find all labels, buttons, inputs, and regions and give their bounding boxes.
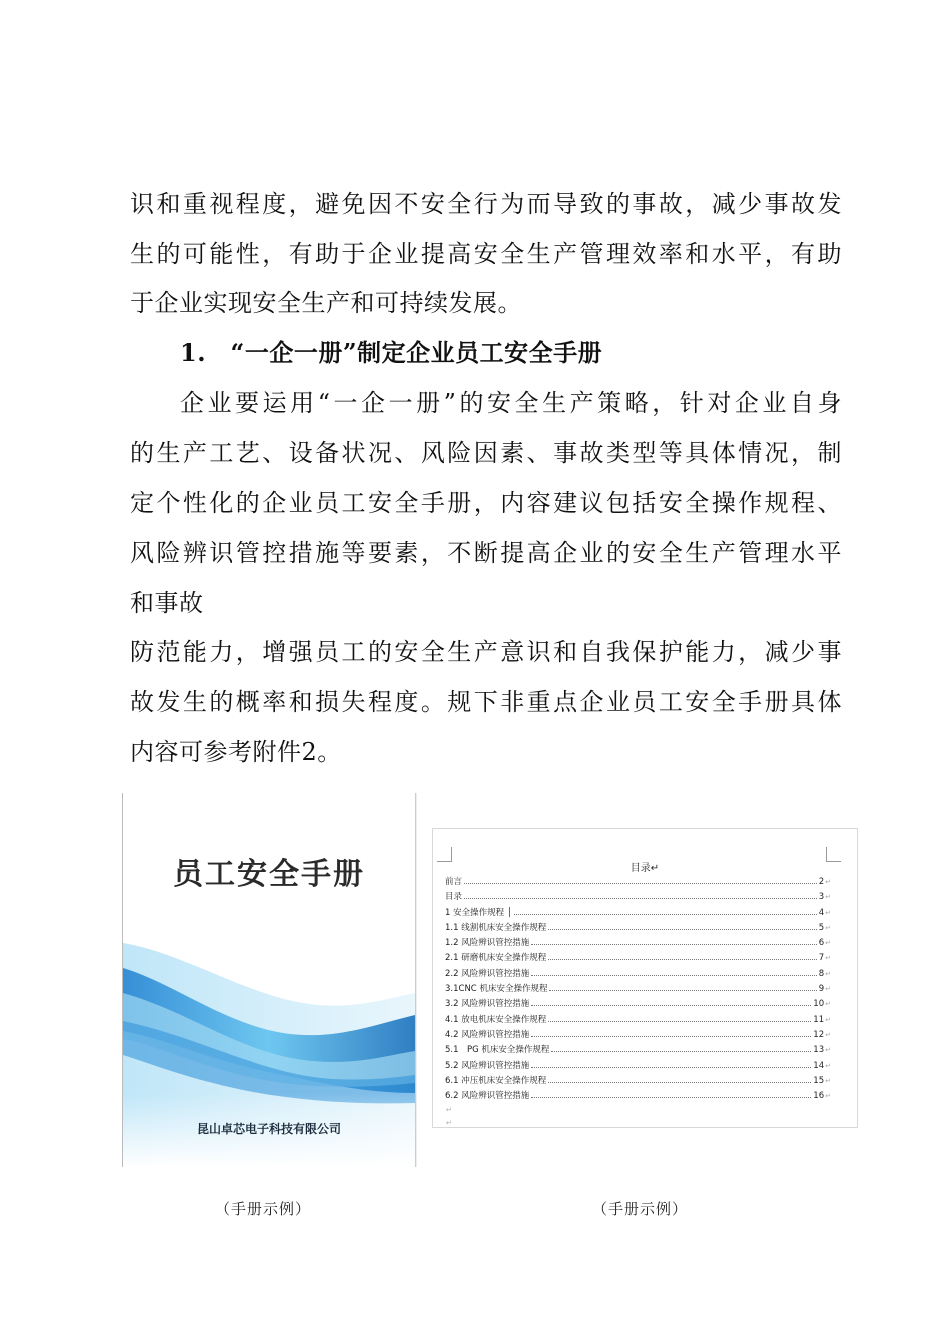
body-text-line: 识和重视程度，避免因不安全行为而导致的事故，减少事故发 <box>130 190 842 218</box>
return-mark: ↵ <box>825 1092 831 1101</box>
toc-leader-dots <box>464 898 817 899</box>
toc-leader-dots <box>531 975 816 976</box>
body-text-line: 生的可能性，有助于企业提高安全生产管理效率和水平，有助 <box>130 240 842 268</box>
toc-entry-label: 2.1 研磨机床安全操作规程 <box>445 953 547 964</box>
toc-entry-label: 4.2 风险辨识管控措施 <box>445 1029 530 1040</box>
toc-entry <box>445 906 831 921</box>
toc-entry <box>445 1059 831 1074</box>
toc-entry-page: 10 <box>813 999 825 1010</box>
toc-leader-dots <box>531 1097 811 1098</box>
toc-leader-dots <box>531 1036 811 1037</box>
body-text-line: 定个性化的企业员工安全手册，内容建议包括安全操作规程、 <box>130 489 842 517</box>
toc-leader-dots <box>548 929 816 930</box>
return-mark: ↵ <box>825 878 831 886</box>
toc-entry-page: 12 <box>813 1029 825 1040</box>
toc-leader-dots <box>531 1005 811 1006</box>
toc-entry-label: 4.1 放电机床安全操作规程 <box>445 1014 547 1025</box>
toc-entry <box>445 1013 831 1028</box>
toc-entry <box>445 982 831 997</box>
toc-entry <box>445 1043 831 1058</box>
toc-entry-label: 5.1 PG 机床安全操作规程 <box>445 1045 550 1056</box>
return-mark: ↵ <box>825 893 831 902</box>
toc-leader-dots <box>549 990 816 991</box>
toc-entry-page: 8 <box>818 968 825 979</box>
toc-leader-dots <box>548 959 816 960</box>
toc-entry-label: 2.2 风险辨识管控措施 <box>445 968 530 979</box>
cover-title: 员工安全手册 <box>173 857 365 892</box>
toc-entry <box>445 921 831 936</box>
return-mark: ↵ <box>825 1015 831 1024</box>
toc-entry <box>445 875 831 890</box>
return-mark: ↵ <box>825 923 831 932</box>
toc-leader-dots <box>514 914 817 915</box>
toc-heading: 目录↵ <box>630 863 660 874</box>
toc-entry-label: 3.1CNC 机床安全操作规程 <box>445 984 548 995</box>
figure-caption-right: （手册示例） <box>592 1200 689 1218</box>
toc-entry <box>445 1089 831 1104</box>
toc-entry-page: 15 <box>813 1075 825 1086</box>
body-text-line: 于企业实现安全生产和可持续发展。 <box>130 289 522 317</box>
toc-leader-dots <box>531 1067 811 1068</box>
return-mark: ↵ <box>825 985 831 994</box>
toc-entry <box>445 997 831 1012</box>
toc-leader-dots <box>548 1021 811 1022</box>
toc-entry-page: 5 <box>818 922 825 933</box>
toc-entry-page: 3 <box>818 892 825 903</box>
toc-entry-page: 6 <box>818 938 825 949</box>
toc-entry-page: 7 <box>818 953 825 964</box>
body-text-line: 故发生的概率和损失程度。规下非重点企业员工安全手册具体 <box>130 688 842 716</box>
toc-entry-page: 9 <box>818 984 825 995</box>
toc-entry <box>445 936 831 951</box>
section-heading: 1. “一企一册”制定企业员工安全手册 <box>180 338 603 367</box>
toc-entry-label: 6.1 冲压机床安全操作规程 <box>445 1075 547 1086</box>
toc-entry <box>445 890 831 905</box>
return-mark: ↵ <box>825 1046 831 1055</box>
toc-entry-label: 1 安全操作规程 │ <box>445 907 512 918</box>
figure-caption-left: （手册示例） <box>215 1200 312 1218</box>
toc-leader-dots <box>551 1051 811 1052</box>
empty-paragraph-mark: ↵ <box>446 1106 452 1115</box>
body-text-line: 内容可参考附件2。 <box>130 738 342 766</box>
toc-entry-page: 14 <box>813 1060 825 1071</box>
handbook-cover-image <box>122 793 416 1167</box>
toc-entry <box>445 1028 831 1043</box>
toc-leader-dots <box>464 883 817 884</box>
return-mark: ↵ <box>825 1061 831 1070</box>
return-mark: ↵ <box>825 939 831 948</box>
toc-entry-label: 3.2 风险辨识管控措施 <box>445 999 530 1010</box>
return-mark: ↵ <box>825 1076 831 1085</box>
toc-leader-dots <box>548 1082 811 1083</box>
toc-entry-label: 5.2 风险辨识管控措施 <box>445 1060 530 1071</box>
return-mark: ↵ <box>825 908 831 917</box>
handbook-toc-image <box>432 828 858 1128</box>
empty-paragraph-mark: ↵ <box>446 1119 452 1128</box>
toc-entry-label: 目录 <box>445 892 463 903</box>
return-mark: ↵ <box>825 1030 831 1039</box>
toc-entry-label: 1.1 线割机床安全操作规程 <box>445 922 547 933</box>
body-text-line: 的生产工艺、设备状况、风险因素、事故类型等具体情况，制 <box>130 439 842 467</box>
toc-entry-label: 1.2 风险辨识管控措施 <box>445 938 530 949</box>
body-text-line: 防范能力，增强员工的安全生产意识和自我保护能力，减少事 <box>130 638 842 666</box>
return-mark: ↵ <box>825 954 831 963</box>
toc-entry-page: 13 <box>813 1045 825 1056</box>
toc-entry-page: 2 <box>818 877 825 887</box>
toc-entry-label: 6.2 风险辨识管控措施 <box>445 1091 530 1102</box>
toc-leader-dots <box>531 944 816 945</box>
toc-entry <box>445 967 831 982</box>
cover-company-name: 昆山卓芯电子科技有限公司 <box>196 1122 341 1136</box>
body-text-line: 风险辨识管控措施等要素，不断提高企业的安全生产管理水平 <box>130 539 842 567</box>
body-text-line: 和事故 <box>130 589 204 617</box>
body-text-line: 企业要运用“一企一册”的安全生产策略，针对企业自身 <box>180 389 842 417</box>
toc-entry-label: 前言 <box>445 877 463 887</box>
return-mark: ↵ <box>825 1000 831 1009</box>
toc-entry <box>445 1074 831 1089</box>
toc-entry-page: 11 <box>813 1014 825 1025</box>
return-mark: ↵ <box>825 969 831 978</box>
toc-entry <box>445 951 831 966</box>
toc-entry-page: 4 <box>818 907 825 918</box>
toc-list <box>445 875 831 1130</box>
toc-entry-page: 16 <box>813 1091 825 1102</box>
